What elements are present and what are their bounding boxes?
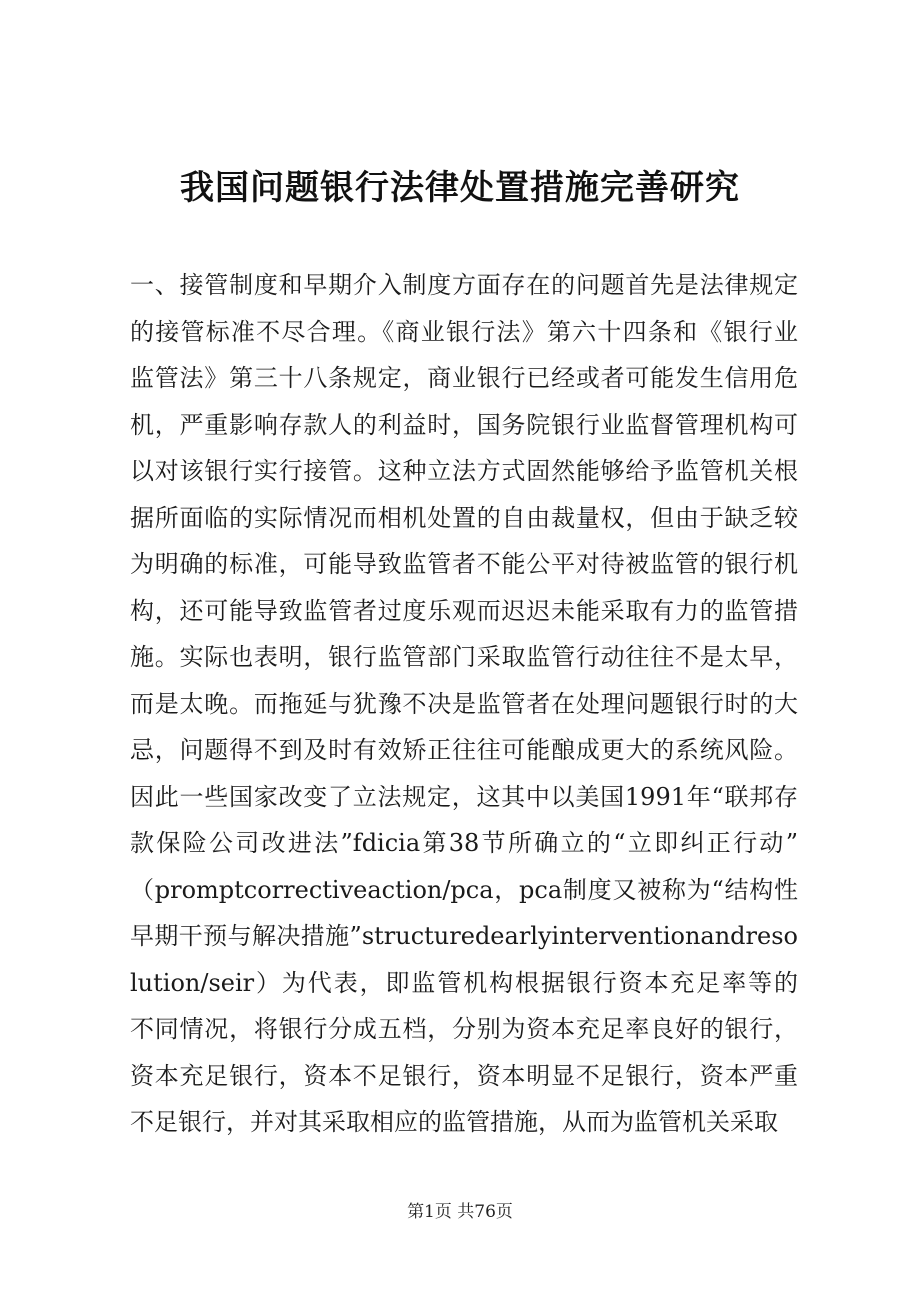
paragraph-line: lution/seir）为代表，即监管机构根据银行资本充足率等的 [130, 968, 798, 997]
paragraph-line: 忌，问题得不到及时有效矫正往往可能酿成更大的系统风险。 [130, 736, 798, 764]
paragraph-line: 为明确的标准，可能导致监管者不能公平对待被监管的银行机 [130, 550, 798, 578]
paragraph-line: 款保险公司改进法”fdicia第38节所确立的“立即纠正行动” [130, 829, 798, 857]
paragraph-line: 监管法》第三十八条规定，商业银行已经或者可能发生信用危 [130, 364, 798, 392]
paragraph-line: （promptcorrectiveaction/pca，pca制度又被称为“结构性 [130, 875, 798, 904]
paragraph-line: 早期干预与解决措施”structuredearlyinterventionandreso [130, 922, 798, 950]
paragraph-line: 施。实际也表明，银行监管部门采取监管行动往往不是太早， [130, 643, 798, 671]
paragraph-line: 的接管标准不尽合理。《商业银行法》第六十四条和《银行业 [130, 317, 798, 346]
body-paragraph [130, 262, 798, 1146]
paragraph-line: 以对该银行实行接管。这种立法方式固然能够给予监管机关根 [130, 457, 798, 485]
paragraph-line: 机，严重影响存款人的利益时，国务院银行业监督管理机构可 [130, 410, 798, 439]
paragraph-line: 而是太晚。而拖延与犹豫不决是监管者在处理问题银行时的大 [130, 689, 798, 718]
paragraph-line: 据所面临的实际情况而相机处置的自由裁量权，但由于缺乏较 [130, 503, 798, 532]
paragraph-line: 不足银行，并对其采取相应的监管措施，从而为监管机关采取 [130, 1108, 778, 1136]
document-title: 我国问题银行法律处置措施完善研究 [180, 168, 740, 208]
paragraph-line: 一、接管制度和早期介入制度方面存在的问题首先是法律规定 [130, 271, 798, 299]
page-number-footer: 第1页 共76页 [407, 1202, 513, 1222]
paragraph-line: 构，还可能导致监管者过度乐观而迟迟未能采取有力的监管措 [130, 596, 798, 625]
paragraph-line: 因此一些国家改变了立法规定，这其中以美国1991年“联邦存 [130, 782, 798, 811]
paragraph-line: 资本充足银行，资本不足银行，资本明显不足银行，资本严重 [130, 1061, 798, 1090]
paragraph-line: 不同情况，将银行分成五档，分别为资本充足率良好的银行， [130, 1015, 798, 1043]
